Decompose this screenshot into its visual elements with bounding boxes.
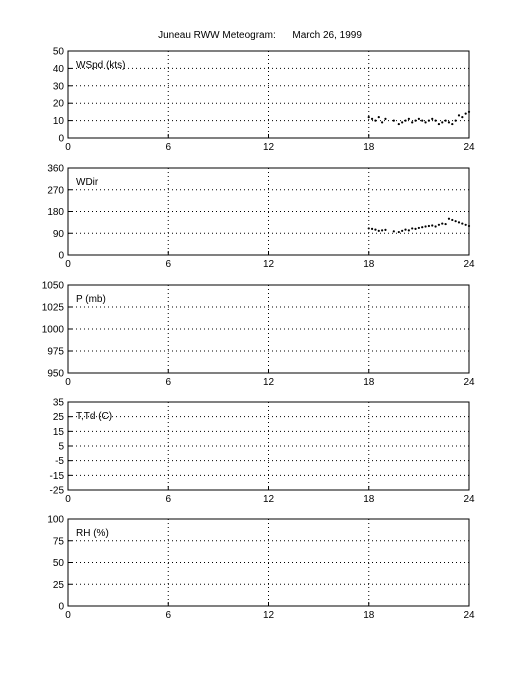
x-tick-label: 0 xyxy=(65,494,71,505)
data-point xyxy=(441,121,443,123)
data-point xyxy=(461,116,463,118)
x-tick-label: 6 xyxy=(165,494,172,505)
x-tick-label: 6 xyxy=(165,377,172,388)
data-point xyxy=(393,230,395,232)
y-tick-label: 50 xyxy=(52,46,64,58)
x-tick-label: 24 xyxy=(463,377,475,388)
panel-label: T,Td (C) xyxy=(76,411,113,422)
x-tick-label: 6 xyxy=(165,259,172,270)
data-point xyxy=(455,120,457,122)
y-tick-label: 30 xyxy=(52,81,64,93)
data-point xyxy=(368,227,370,229)
y-tick-label: 90 xyxy=(52,228,64,240)
y-tick-label: 1000 xyxy=(41,324,64,336)
x-tick-label: 18 xyxy=(363,494,375,505)
y-tick-label: 0 xyxy=(58,133,64,145)
data-point xyxy=(374,120,376,122)
data-point xyxy=(414,228,416,230)
y-tick-label: 5 xyxy=(58,441,64,453)
y-tick-label: -5 xyxy=(55,456,64,468)
y-tick-label: 40 xyxy=(52,63,64,75)
data-point xyxy=(434,225,436,227)
data-point xyxy=(458,221,460,223)
data-point xyxy=(431,118,433,120)
x-tick-label: 24 xyxy=(463,610,475,621)
data-point xyxy=(421,226,423,228)
data-point xyxy=(371,228,373,230)
data-point xyxy=(424,121,426,123)
x-tick-label: 12 xyxy=(262,142,275,153)
x-tick-label: 18 xyxy=(363,610,375,621)
x-tick-label: 24 xyxy=(463,142,475,153)
data-point xyxy=(371,118,373,120)
y-tick-label: 0 xyxy=(58,250,64,262)
y-tick-label: 10 xyxy=(52,116,64,128)
y-tick-label: -15 xyxy=(49,470,64,482)
data-point xyxy=(404,229,406,231)
data-point xyxy=(378,116,380,118)
x-tick-label: 24 xyxy=(463,259,475,270)
x-tick-label: 12 xyxy=(262,259,275,270)
x-tick-label: 12 xyxy=(262,610,275,621)
data-point xyxy=(384,118,386,120)
data-point xyxy=(374,229,376,231)
panel-label: P (mb) xyxy=(76,294,106,305)
data-point xyxy=(465,224,467,226)
data-point xyxy=(411,227,413,229)
data-point xyxy=(438,123,440,125)
data-point xyxy=(445,120,447,122)
y-tick-label: 15 xyxy=(52,426,64,438)
data-point xyxy=(414,120,416,122)
data-point xyxy=(448,218,450,220)
data-point xyxy=(441,222,443,224)
data-point xyxy=(468,225,470,227)
data-point xyxy=(418,118,420,120)
data-point xyxy=(408,229,410,231)
data-point xyxy=(428,120,430,122)
data-point xyxy=(448,121,450,123)
data-point xyxy=(438,224,440,226)
data-point xyxy=(381,121,383,123)
panel-5 xyxy=(47,515,475,622)
x-tick-label: 6 xyxy=(165,610,172,621)
data-point xyxy=(381,229,383,231)
x-tick-label: 0 xyxy=(65,610,71,621)
x-tick-label: 18 xyxy=(363,142,375,153)
data-point xyxy=(455,220,457,222)
panel-3 xyxy=(42,281,475,389)
y-tick-label: 100 xyxy=(47,514,64,526)
panel-4 xyxy=(50,398,475,506)
data-point xyxy=(428,225,430,227)
x-tick-label: 12 xyxy=(262,494,275,505)
panel-label: WSpd (kts) xyxy=(76,60,126,71)
y-tick-label: 35 xyxy=(52,397,64,409)
data-point xyxy=(368,116,370,118)
figure-title: Juneau RWW Meteogram: March 26, 1999 xyxy=(158,30,362,41)
y-tick-label: 950 xyxy=(47,368,64,380)
panel-label: RH (%) xyxy=(76,528,109,539)
panel-label: WDir xyxy=(76,177,99,188)
x-tick-label: 0 xyxy=(65,259,71,270)
data-point xyxy=(421,120,423,122)
data-point xyxy=(424,225,426,227)
y-tick-label: 50 xyxy=(52,558,64,569)
x-tick-label: 24 xyxy=(463,494,475,505)
data-point xyxy=(384,229,386,231)
y-tick-label: 75 xyxy=(52,536,64,548)
data-point xyxy=(398,231,400,233)
data-point xyxy=(465,113,467,115)
y-tick-label: 1025 xyxy=(41,302,64,314)
data-point xyxy=(431,224,433,226)
y-tick-label: 20 xyxy=(52,98,64,110)
data-point xyxy=(378,230,380,232)
data-point xyxy=(408,118,410,120)
data-point xyxy=(401,230,403,232)
y-tick-label: 270 xyxy=(47,185,64,197)
y-tick-label: 25 xyxy=(52,412,64,424)
data-point xyxy=(451,219,453,221)
data-point xyxy=(451,123,453,125)
panel-1 xyxy=(53,47,475,154)
y-tick-label: 0 xyxy=(58,601,64,613)
y-tick-label: 25 xyxy=(52,579,64,591)
data-point xyxy=(411,121,413,123)
x-tick-label: 0 xyxy=(65,142,71,153)
data-point xyxy=(398,123,400,125)
data-point xyxy=(434,120,436,122)
x-tick-label: 18 xyxy=(363,377,375,388)
data-point xyxy=(461,222,463,224)
x-tick-label: 18 xyxy=(363,259,375,270)
x-tick-label: 12 xyxy=(262,377,275,388)
data-point xyxy=(404,120,406,122)
x-tick-label: 0 xyxy=(65,377,71,388)
data-point xyxy=(393,120,395,122)
data-point xyxy=(458,114,460,116)
data-point xyxy=(468,111,470,113)
data-point xyxy=(445,223,447,225)
data-point xyxy=(401,121,403,123)
panel-2 xyxy=(47,164,475,271)
y-tick-label: 360 xyxy=(47,163,64,175)
y-tick-label: 180 xyxy=(47,207,64,218)
x-tick-label: 6 xyxy=(165,142,172,153)
y-tick-label: 1050 xyxy=(41,280,64,292)
plot-frame xyxy=(68,51,469,138)
y-tick-label: 975 xyxy=(47,346,64,358)
y-tick-label: -25 xyxy=(49,485,64,497)
data-point xyxy=(418,227,420,229)
